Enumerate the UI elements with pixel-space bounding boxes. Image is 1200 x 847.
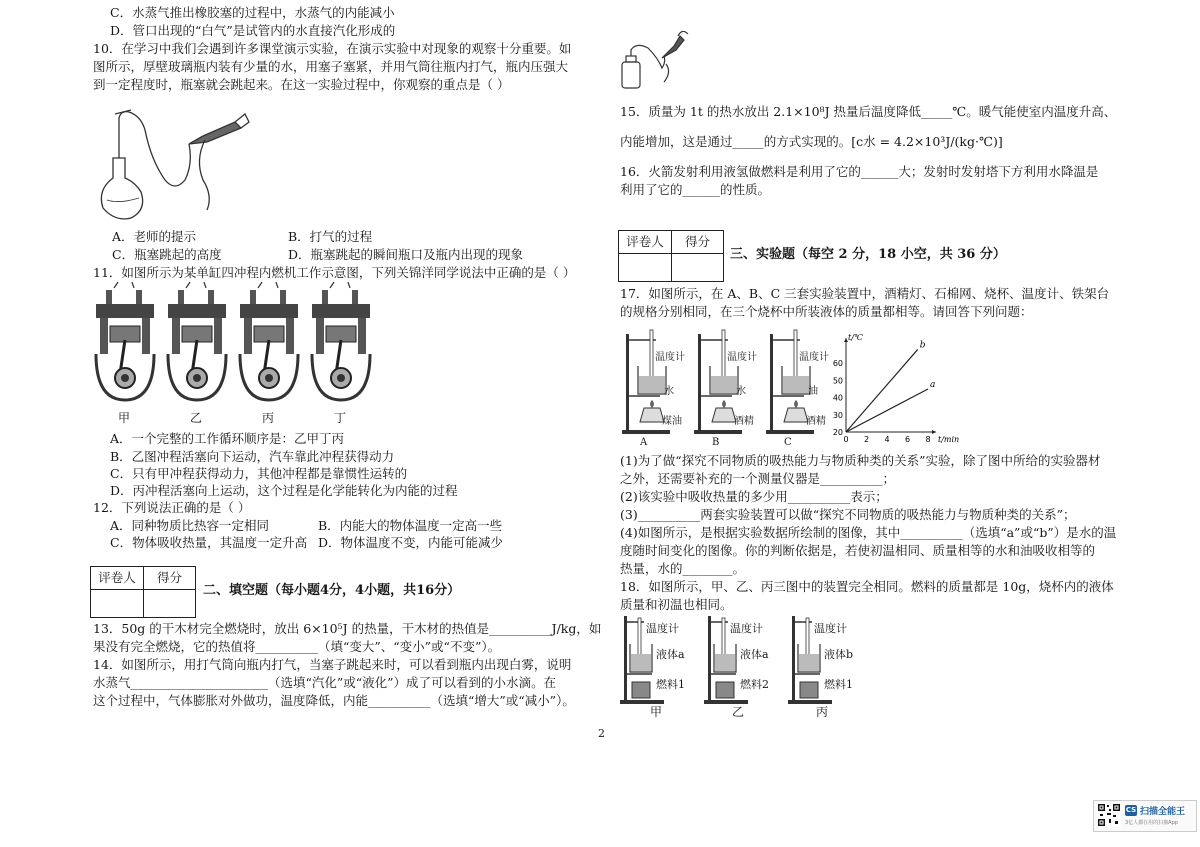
score-box-right-score: 得分 [672, 231, 723, 254]
q18-jia-thermo-label: 温度计 [646, 622, 679, 635]
q16-line1: 16．火箭发射利用液氢做燃料是利用了它的______大；发射时发射塔下方利用水降温是 [620, 164, 1099, 179]
q17-part1-line1: (1)为了做“探究不同物质的吸热能力与物质种类的关系”实验，除了图中所给的实验器材 [620, 453, 1101, 468]
q12-stem: 12．下列说法正确的是（ ） [93, 500, 251, 515]
app-b-liquid-label: 水 [736, 386, 746, 397]
q12-option-b: B．内能大的物体温度一定高一些 [318, 518, 503, 533]
q12-option-c: C．物体吸收热量，其温度一定升高 [110, 535, 308, 550]
q18-caption-jia: 甲 [650, 705, 663, 719]
q18-yi-fuel-label: 燃料2 [740, 678, 769, 691]
q11-option-c: C．只有甲冲程获得动力，其他冲程都是靠惯性运转的 [110, 466, 408, 481]
q18-stem-line2: 质量和初温也相同。 [620, 597, 733, 612]
q14-line3: 这个过程中，气体膨胀对外做功，温度降低，内能__________（选填“增大”或“减小”）。 [93, 693, 575, 708]
engine-label-jia: 甲 [118, 411, 131, 425]
chart-x-arrow [932, 430, 936, 434]
q9-option-d: D．管口出现的“白气”是试管内的水直接汽化形成的 [110, 23, 396, 38]
chart-series-line-a [846, 389, 928, 432]
q15-line1: 15．质量为 1t 的热水放出 2.1×10⁸J 热量后温度降低_____℃。暖气能使室内温度升高、 [620, 104, 1117, 119]
chart-y-axis-label: t/℃ [848, 333, 863, 342]
q18-yi-liquid-label: 液体a [740, 648, 769, 661]
q14-line2: 水蒸气______________________（选填“汽化”或“液化”）成了可以看到的小水滴。在 [93, 675, 557, 690]
chart-x-axis-label: t/min [938, 435, 960, 444]
q17-part4-line2: 度随时间变化的图像。你的判断依据是，若使初温相同、质量相等的水和油吸收相等的 [620, 543, 1096, 558]
chart-y-tick-label: 50 [832, 376, 843, 386]
chart-x-tick-label: 0 [843, 435, 849, 444]
app-c-liquid-label: 油 [808, 386, 818, 397]
apparatus-abc-figure [616, 326, 830, 444]
q10-option-c: C．瓶塞跳起的高度 [112, 247, 222, 262]
q14-line1: 14．如图所示，用打气筒向瓶内打气，当塞子跳起来时，可以看到瓶内出现白雾，说明 [93, 657, 572, 672]
q18-stem-line1: 18．如图所示，甲、乙、丙三图中的装置完全相同。燃料的质量都是 10g，烧杯内的液体 [620, 579, 1114, 594]
app-c-thermo-label: 温度计 [799, 352, 829, 363]
q17-part3: (3)__________两套实验装置可以做“探究不同物质的吸热能力与物质种类的关系”； [620, 507, 1076, 522]
section-2-title: 二、填空题（每小题4分，4小题，共16分） [203, 583, 461, 598]
chart-series-line-b [846, 349, 918, 432]
q11-option-a: A．一个完整的工作循环顺序是：乙甲丁丙 [110, 431, 345, 446]
engine-strokes-figure [92, 282, 392, 407]
q17-stem-line1: 17．如图所示，在 A、B、C 三套实验装置中，酒精灯、石棉网、烧杯、温度计、铁架台 [620, 286, 1110, 301]
q9-option-c: C．水蒸气推出橡胶塞的过程中，水蒸气的内能减小 [110, 5, 395, 20]
chart-series-label-b: b [919, 340, 926, 351]
q11-option-b: B．乙图冲程活塞向下运动，汽车靠此冲程获得动力 [110, 449, 395, 464]
q18-yi-thermo-label: 温度计 [730, 622, 763, 635]
score-box-right-cell1 [619, 254, 672, 281]
app-b-caption: B [712, 437, 720, 448]
q15-line2: 内能增加，这是通过_____的方式实现的。[c水 = 4.2×10³J/(kg·℃)] [620, 134, 1003, 149]
chart-y-tick-label: 20 [832, 428, 843, 437]
page-number: 2 [598, 727, 605, 740]
app-a-caption: A [640, 437, 648, 448]
score-box-right-grader: 评卷人 [619, 231, 672, 254]
q18-bing-fuel-label: 燃料1 [824, 678, 853, 691]
flask-pump-small-figure [618, 28, 698, 92]
score-box-left-grader: 评卷人 [91, 567, 144, 590]
q16-line2: 利用了它的______的性质。 [620, 182, 771, 197]
qr-code-icon [1097, 803, 1121, 827]
chart-x-tick-label: 6 [904, 435, 911, 444]
q12-option-a: A．同种物质比热容一定相同 [110, 518, 270, 533]
q10-stem-line2: 图所示，厚壁玻璃瓶内装有少量的水，用塞子塞紧，并用气筒往瓶内打气，瓶内压强大 [93, 59, 569, 74]
q18-caption-yi: 乙 [732, 705, 745, 719]
score-box-left-score: 得分 [144, 567, 195, 590]
q13-line2: 果没有完全燃烧，它的热值将__________（填“变大”、“变小”或“不变”）。 [93, 639, 501, 654]
app-b-fuel-label: 酒精 [734, 416, 754, 427]
q10-option-a: A．老师的提示 [112, 229, 197, 244]
engine-label-yi: 乙 [190, 411, 203, 425]
camscanner-subtitle: 3亿人都在用的扫描App [1125, 820, 1178, 826]
section-3-title: 三、实验题（每空 2 分，18 小空，共 36 分） [730, 247, 1006, 262]
chart-x-tick-label: 8 [925, 435, 931, 444]
q18-bing-thermo-label: 温度计 [814, 622, 847, 635]
q11-option-d: D．丙冲程活塞向上运动，这个过程是化学能转化为内能的过程 [110, 483, 458, 498]
q13-line1: 13．50g 的干木材完全燃烧时，放出 6×10⁵J 的热量，干木材的热值是__________J/kg，如 [93, 621, 602, 636]
score-box-right [618, 230, 724, 282]
q17-stem-line2: 的规格分别相同，在三个烧杯中所装液体的质量都相等。请回答下列问题： [620, 304, 1033, 319]
q12-option-d: D．物体温度不变，内能可能减少 [318, 535, 504, 550]
score-box-left-cell1 [91, 590, 144, 617]
camscanner-watermark [1093, 800, 1197, 832]
q17-part4-line1: (4)如图所示，是根据实验数据所绘制的图像，其中__________（选填“a”或“b”）是水的温 [620, 525, 1117, 540]
q18-bing-liquid-label: 液体b [824, 648, 854, 661]
chart-series-label-a: a [930, 380, 936, 390]
app-a-fuel-label: 煤油 [662, 416, 682, 427]
q18-caption-bing: 丙 [816, 705, 829, 719]
camscanner-title: 扫描全能王 [1140, 807, 1186, 817]
chart-x-tick-label: 4 [884, 435, 890, 444]
camscanner-logo: CS [1125, 806, 1137, 814]
q10-option-d: D．瓶塞跳起的瞬间瓶口及瓶内出现的现象 [288, 247, 524, 262]
chart-y-tick-label: 30 [832, 410, 843, 420]
app-a-liquid-label: 水 [664, 386, 674, 397]
app-b-thermo-label: 温度计 [727, 352, 757, 363]
chart-x-tick-label: 2 [863, 435, 870, 444]
flask-pump-figure [95, 100, 255, 225]
q18-jia-fuel-label: 燃料1 [656, 678, 685, 691]
chart-y-tick-label: 60 [832, 359, 843, 369]
q10-stem-line1: 10．在学习中我们会遇到许多课堂演示实验，在演示实验中对现象的观察十分重要。如 [93, 41, 572, 56]
q17-part1-line2: 之外，还需要补充的一个测量仪器是__________； [620, 471, 896, 486]
q11-stem: 11．如图所示为某单缸四冲程内燃机工作示意图，下列关锦洋同学说法中正确的是（ ） [93, 265, 576, 280]
q10-option-b: B．打气的过程 [288, 229, 373, 244]
engine-label-bing: 丙 [262, 411, 275, 425]
chart-y-tick-label: 40 [832, 393, 843, 403]
q17-part4-line3: 热量，水的________。 [620, 561, 746, 576]
score-box-left [90, 566, 196, 618]
app-c-fuel-label: 酒精 [806, 416, 826, 427]
engine-label-ding: 丁 [334, 411, 347, 425]
q18-jia-liquid-label: 液体a [656, 648, 685, 661]
app-a-thermo-label: 温度计 [655, 352, 685, 363]
q10-stem-line3: 到一定程度时，瓶塞就会跳起来。在这一实验过程中，你观察的重点是（ ） [93, 77, 510, 92]
app-c-caption: C [784, 437, 792, 448]
temperature-time-chart [828, 333, 960, 446]
q17-part2: (2)该实验中吸收热量的多少用__________表示； [620, 489, 888, 504]
